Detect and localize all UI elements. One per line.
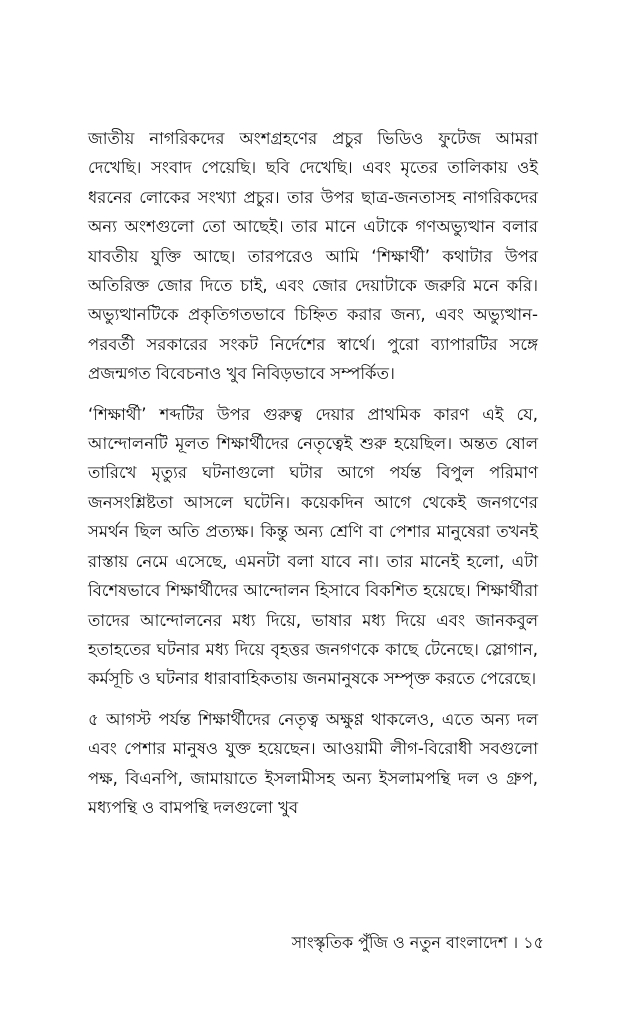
paragraph-3: ৫ আগস্ট পর্যন্ত শিক্ষার্থীদের নেতৃত্ব অক্ষুণ্ণ থাকলেও, এতে অন্য দল এবং পেশার মানুষও যুক্ত হয়েছেন। আওয়ামী লীগ-বিরোধী সবগুলো পক্ষ, বিএনপি, জামায়াতে ইসলামীসহ অন্য ইসলামপন্থি দল ও গ্রুপ, মধ্যপন্থি ও বামপন্থি দলগুলো খুব (88, 709, 538, 817)
running-title: সাংস্কৃতিক পুঁজি ও নতুন বাংলাদেশ (291, 933, 508, 952)
body-text (88, 124, 538, 833)
footer-separator: । (512, 933, 519, 952)
paragraph-2: ‘শিক্ষার্থী’ শব্দটির উপর গুরুত্ব দেয়ার প্রাথমিক কারণ এই যে, আন্দোলনটি মূলত শিক্ষার্থীদের নেতৃত্বেই শুরু হয়েছিল। অন্তত ষোল তারিখে মৃত্যুর ঘটনাগুলো ঘটার আগে পর্যন্ত বিপুল পরিমাণ জনসংশ্লিষ্টতা আসলে ঘটেনি। কয়েকদিন আগে থেকেই জনগণের সমর্থন ছিল অতি প্রত্যক্ষ। কিন্তু অন্য শ্রেণি বা পেশার মানুষেরা তখনই রাস্তায় নেমে এসেছে, এমনটা বলা যাবে না। তার মানেই হলো, এটা বিশেষভাবে শিক্ষার্থীদের আন্দোলন হিসাবে বিকশিত হয়েছে। শিক্ষার্থীরা তাদের আন্দোলনের মধ্য দিয়ে, ভাষার মধ্য দিয়ে এবং জানকবুল হতাহতের ঘটনার মধ্য দিয়ে বৃহত্তর জনগণকে কাছে টেনেছে। স্লোগান, কর্মসূচি ও ঘটনার ধারাবাহিকতায় জনমানুষকে সম্পৃক্ত করতে পেরেছে। (88, 404, 538, 689)
paragraph-1: জাতীয় নাগরিকদের অংশগ্রহণের প্রচুর ভিডিও ফুটেজ আমরা দেখেছি। সংবাদ পেয়েছি। ছবি দেখেছি। এবং মৃতের তালিকায় ওই ধরনের লোকের সংখ্যা প্রচুর। তার উপর ছাত্র-জনতাসহ নাগরিকদের অন্য অংশগুলো তো আছেই। তার মানে এটাকে গণঅভ্যুত্থান বলার যাবতীয় যুক্তি আছে। তারপরেও আমি ‘শিক্ষার্থী’ কথাটার উপর অতিরিক্ত জোর দিতে চাই, এবং জোর দেয়াটাকে জরুরি মনে করি। অভ্যুত্থানটিকে প্রকৃতিগতভাবে চিহ্নিত করার জন্য, এবং অভ্যুত্থান-পরবর্তী সরকারের সংকট নির্দেশের স্বার্থে। পুরো ব্যাপারটির সঙ্গে প্রজন্মগত বিবেচনাও খুব নিবিড়ভাবে সম্পর্কিত। (88, 129, 538, 384)
page-number: ১৫ (523, 933, 544, 952)
page-footer (292, 932, 544, 954)
